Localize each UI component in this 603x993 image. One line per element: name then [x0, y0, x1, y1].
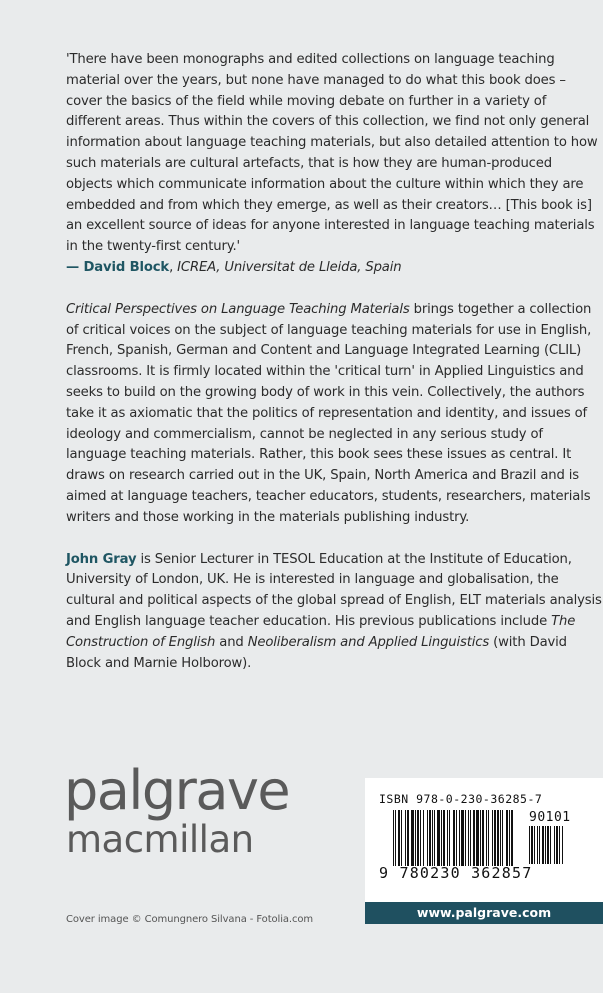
author-book-title-2: Neoliberalism and Applied Linguistics	[247, 634, 490, 650]
barcode-bar	[506, 810, 508, 866]
barcode-bar	[480, 810, 481, 866]
barcode-bar	[447, 810, 448, 866]
barcode-bar	[494, 810, 496, 866]
attribution-separator: ,	[169, 259, 178, 275]
barcode-bar	[531, 826, 533, 864]
barcode-bar	[534, 826, 535, 864]
barcode-bar	[476, 810, 479, 866]
barcode-bar	[529, 826, 530, 864]
barcode-bar	[423, 810, 424, 866]
ean-digits: 9 780230 362857	[379, 864, 533, 882]
barcode-bar	[401, 810, 402, 866]
back-cover-text	[66, 50, 602, 695]
barcode-bar	[547, 826, 549, 864]
barcode-bar	[415, 810, 416, 866]
ean-barcode-icon	[393, 810, 523, 866]
barcode-bar	[502, 810, 503, 866]
author-bio-part3: (with David Block and Marnie Holborow).	[66, 634, 567, 671]
barcode-bar	[459, 810, 460, 866]
barcode-bar	[443, 810, 445, 866]
author-book-title-1: The Construction of English	[66, 613, 576, 650]
quote-text: 'There have been monographs and edited collections on language teaching material over the years, but none have managed to do what this book does – cover the basics of the field while moving debate on further in a variety of different areas. Thus within the covers of this collection, we find not only general information about language teaching materials, but also detailed attention to how such materials are cultural artefacts, that is how they are human-produced objects which communicate information about the culture within which they are embedded and from which they emerge, as well as their creators… [This book is] an excellent source of ideas for anyone interested in language teaching materials in the twenty-first century.'	[66, 52, 598, 255]
price-code: 90101	[529, 810, 571, 825]
author-bio-part2: and	[215, 634, 248, 650]
barcode-bar	[437, 810, 440, 866]
addon-barcode-icon	[529, 826, 579, 864]
barcode-bar	[395, 810, 396, 866]
barcode-bar	[432, 810, 433, 866]
barcode-bar	[473, 810, 475, 866]
barcode-bar	[417, 810, 419, 866]
barcode-bar	[500, 810, 501, 866]
author-bio-part1: is Senior Lecturer in TESOL Education at the Institute of Education, University of London, UK. He is interested in language and globalisation, the cultural and political aspects of the global spread of English, ELT materials analysis and English language teacher education. His previous publications include	[66, 551, 602, 629]
barcode-bar	[488, 810, 489, 866]
barcode-bar	[497, 810, 499, 866]
barcode-bar	[434, 810, 435, 866]
description-body: brings together a collection of critical voices on the subject of language teaching materials for use in English, French, Spanish, German and Content and Language Integrated Learning (CLIL) classrooms. It is firmly located within the 'critical turn' in Applied Linguistics and seeks to build on the growing body of work in this vein. Collectively, the authors take it as axiomatic that the politics of representation and identity, and issues of ideology and commercialism, cannot be neglected in any serious study of language teaching materials. Rather, this book sees these issues as central. It draws on research carried out in the UK, Spain, North America and Brazil and is aimed at language teachers, teacher educators, students, researchers, materials writers and those working in the materials publishing industry.	[66, 301, 592, 525]
barcode-bar	[456, 810, 457, 866]
barcode-bar	[554, 826, 555, 864]
barcode-panel	[365, 778, 603, 902]
book-title: Critical Perspectives on Language Teaching Materials	[66, 301, 410, 317]
barcode-bar	[559, 826, 560, 864]
barcode-bar	[486, 810, 487, 866]
barcode-bar	[470, 810, 471, 866]
barcode-bar	[420, 810, 421, 866]
attribution-affiliation: ICREA, Universitat de Lleida, Spain	[177, 259, 402, 275]
website-url[interactable]: www.palgrave.com	[416, 905, 552, 920]
barcode-bar	[461, 810, 464, 866]
barcode-bar	[556, 826, 558, 864]
barcode-bar	[407, 810, 409, 866]
publisher-logo	[64, 759, 290, 861]
barcode-bar	[537, 826, 538, 864]
barcode-bar	[398, 810, 400, 866]
barcode-bar	[545, 826, 546, 864]
barcode-bar	[405, 810, 406, 866]
attribution-dash: —	[66, 259, 84, 275]
barcode-bar	[468, 810, 469, 866]
barcode-bar	[411, 810, 414, 866]
barcode-bar	[509, 810, 510, 866]
website-bar	[365, 902, 603, 924]
barcode-bar	[539, 826, 540, 864]
barcode-bar	[482, 810, 484, 866]
barcode-bar	[449, 810, 450, 866]
barcode-bar	[429, 810, 431, 866]
barcode-bar	[393, 810, 394, 866]
book-description	[66, 300, 602, 529]
endorsement-quote	[66, 50, 602, 279]
logo-line-palgrave: palgrave	[64, 759, 290, 822]
barcode-bar	[511, 810, 513, 866]
barcode-bar	[441, 810, 442, 866]
author-name: John Gray	[66, 551, 137, 567]
barcode-bar	[427, 810, 428, 866]
cover-image-credit: Cover image © Comungnero Silvana - Fotolia.com	[66, 914, 314, 925]
barcode-bar	[453, 810, 455, 866]
logo-line-macmillan: macmillan	[66, 818, 254, 861]
barcode-bar	[465, 810, 466, 866]
author-bio	[66, 550, 602, 675]
barcode-bar	[542, 826, 544, 864]
barcode-bar	[562, 826, 563, 864]
barcode-bar	[550, 826, 551, 864]
attribution-name: David Block	[83, 259, 170, 275]
barcode-bar	[492, 810, 493, 866]
isbn-label: ISBN 978-0-230-36285-7	[379, 792, 543, 806]
